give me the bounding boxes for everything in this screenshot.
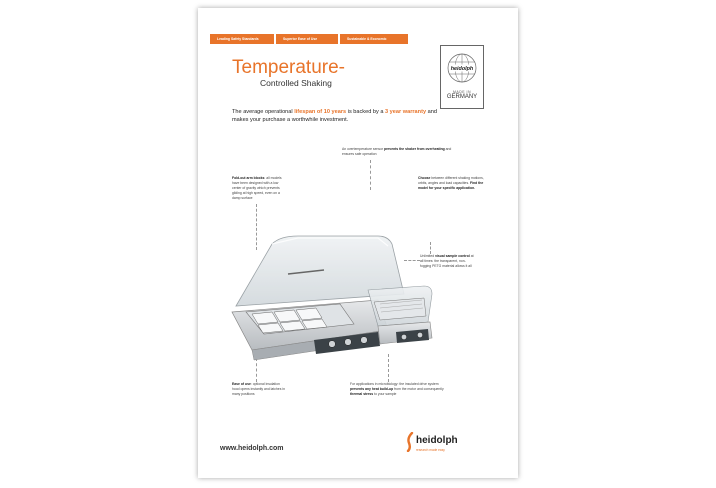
footer-website[interactable]: www.heidolph.com bbox=[220, 445, 284, 452]
note-choose-model: Choose between different shaking motions, orbits, angles and load capacities. Find the model for your specific application. bbox=[418, 176, 484, 190]
badge-country: GERMANY bbox=[446, 94, 478, 100]
globe-icon bbox=[446, 52, 478, 86]
heidolph-logo-icon bbox=[406, 432, 416, 452]
made-in-germany-badge bbox=[440, 45, 484, 109]
footer-tagline: research made easy bbox=[416, 448, 445, 452]
page-subtitle: Controlled Shaking bbox=[260, 78, 332, 88]
datasheet-page bbox=[198, 8, 518, 478]
shaker-device-image bbox=[228, 234, 438, 364]
note-microbiology: For applications in microbiology: the insulated drive system prevents any heat build-up from the motor and consequently thermal stress to your sample bbox=[350, 382, 444, 396]
tab-safety[interactable]: Leading Safety Standards bbox=[210, 34, 274, 44]
tab-sustainable[interactable]: Sustainable & Economic bbox=[340, 34, 408, 44]
tab-ease-of-use[interactable]: Superior Ease of Use bbox=[276, 34, 338, 44]
page-title: Temperature- bbox=[232, 57, 345, 78]
footer-brand: heidolph bbox=[416, 435, 458, 446]
callout-line bbox=[370, 160, 371, 190]
badge-brand: heidolph bbox=[450, 66, 474, 72]
note-arm-blocks: Fold-out arm blocks: all models have been designed with a low center of gravity which prevents gliding at high speed, even on a damp surface bbox=[232, 176, 282, 200]
note-ease-of-use: Ease of use: optional insulation hood opens instantly and latches in many positions bbox=[232, 382, 285, 396]
note-overtemperature: An overtemperature sensor prevents the shaker from overheating and ensures safe operation bbox=[342, 147, 452, 156]
note-visual-control: Unlimited visual sample control at all times: the transparent, non-fogging PETG material allows it all bbox=[420, 254, 474, 268]
intro-paragraph: The average operational lifespan of 10 years is backed by a 3 year warranty and makes your purchase a worthwhile investment. bbox=[232, 109, 437, 123]
badge-made-in: MADE IN bbox=[452, 90, 472, 94]
tab-strip bbox=[210, 34, 408, 44]
